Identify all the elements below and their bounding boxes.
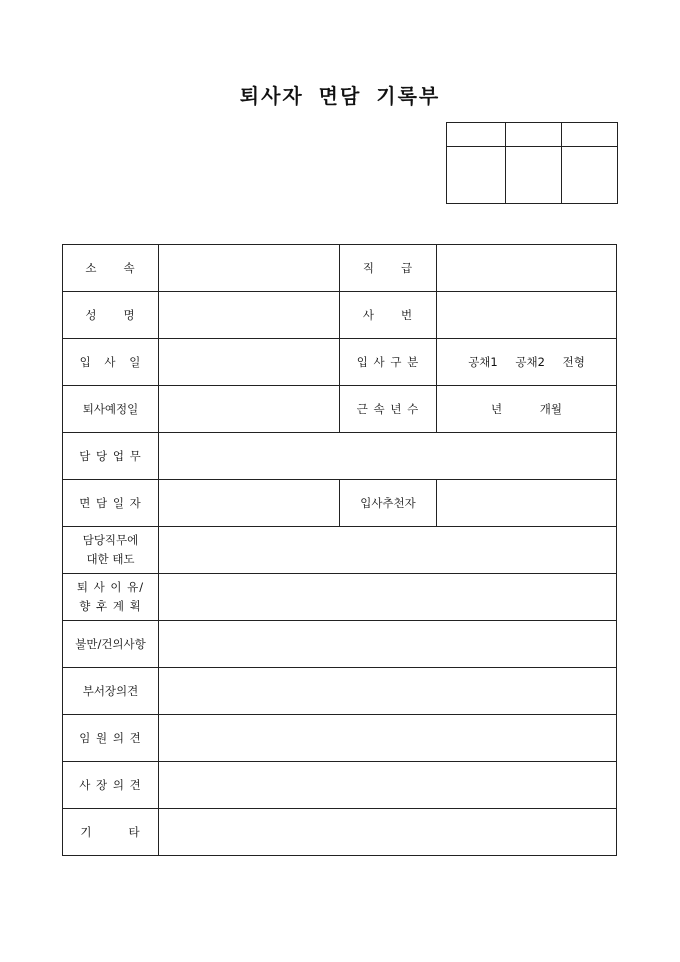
approval-header-cell-3[interactable] bbox=[562, 123, 618, 147]
attitude-field[interactable] bbox=[159, 527, 617, 574]
tenure-months-unit: 개월 bbox=[539, 402, 562, 416]
reason-label-line1: 퇴 사 이 유/ bbox=[76, 580, 145, 594]
approval-sign-cell-2[interactable] bbox=[506, 147, 562, 204]
interview-date-field[interactable] bbox=[159, 480, 340, 527]
attitude-label-line2: 대한 태도 bbox=[86, 552, 135, 566]
tenure-years-unit: 년 bbox=[491, 402, 503, 416]
complaints-label: 불만/건의사항 bbox=[63, 621, 159, 668]
duty-field[interactable] bbox=[159, 433, 617, 480]
executive-opinion-label: 임 원 의 견 bbox=[63, 715, 159, 762]
form-title: 퇴사자 면담 기록부 bbox=[239, 84, 441, 108]
reason-field[interactable] bbox=[159, 574, 617, 621]
etc-label: 기 타 bbox=[63, 809, 159, 856]
tenure-field[interactable] bbox=[437, 386, 617, 433]
complaints-field[interactable] bbox=[159, 621, 617, 668]
join-date-label: 입 사 일 bbox=[63, 339, 159, 386]
employee-no-field[interactable] bbox=[437, 292, 617, 339]
approval-header-cell-1[interactable] bbox=[447, 123, 506, 147]
join-type-field bbox=[437, 339, 617, 386]
join-type-option-2[interactable]: 공채2 bbox=[515, 355, 545, 369]
president-opinion-label: 사 장 의 견 bbox=[63, 762, 159, 809]
resign-date-field[interactable] bbox=[159, 386, 340, 433]
resign-date-label: 퇴사예정일 bbox=[63, 386, 159, 433]
reason-label-line2: 향 후 계 획 bbox=[79, 599, 142, 613]
interview-form-table bbox=[62, 244, 617, 856]
approval-header-cell-2[interactable] bbox=[506, 123, 562, 147]
reason-label bbox=[63, 574, 159, 621]
duty-label: 담 당 업 무 bbox=[63, 433, 159, 480]
president-opinion-field[interactable] bbox=[159, 762, 617, 809]
approval-box bbox=[446, 122, 618, 204]
affiliation-field[interactable] bbox=[159, 245, 340, 292]
tenure-label: 근 속 년 수 bbox=[340, 386, 437, 433]
position-field[interactable] bbox=[437, 245, 617, 292]
approval-sign-cell-3[interactable] bbox=[562, 147, 618, 204]
name-label: 성 명 bbox=[63, 292, 159, 339]
join-type-option-3[interactable]: 전형 bbox=[562, 355, 585, 369]
attitude-label bbox=[63, 527, 159, 574]
attitude-label-line1: 담당직무에 bbox=[82, 533, 139, 547]
position-label: 직 급 bbox=[340, 245, 437, 292]
name-field[interactable] bbox=[159, 292, 340, 339]
approval-sign-cell-1[interactable] bbox=[447, 147, 506, 204]
dept-head-opinion-field[interactable] bbox=[159, 668, 617, 715]
affiliation-label: 소 속 bbox=[63, 245, 159, 292]
join-date-field[interactable] bbox=[159, 339, 340, 386]
dept-head-opinion-label: 부서장의견 bbox=[63, 668, 159, 715]
executive-opinion-field[interactable] bbox=[159, 715, 617, 762]
interview-date-label: 면 담 일 자 bbox=[63, 480, 159, 527]
join-type-label: 입 사 구 분 bbox=[340, 339, 437, 386]
etc-field[interactable] bbox=[159, 809, 617, 856]
employee-no-label: 사 번 bbox=[340, 292, 437, 339]
recommender-label: 입사추천자 bbox=[340, 480, 437, 527]
join-type-option-1[interactable]: 공채1 bbox=[468, 355, 498, 369]
recommender-field[interactable] bbox=[437, 480, 617, 527]
